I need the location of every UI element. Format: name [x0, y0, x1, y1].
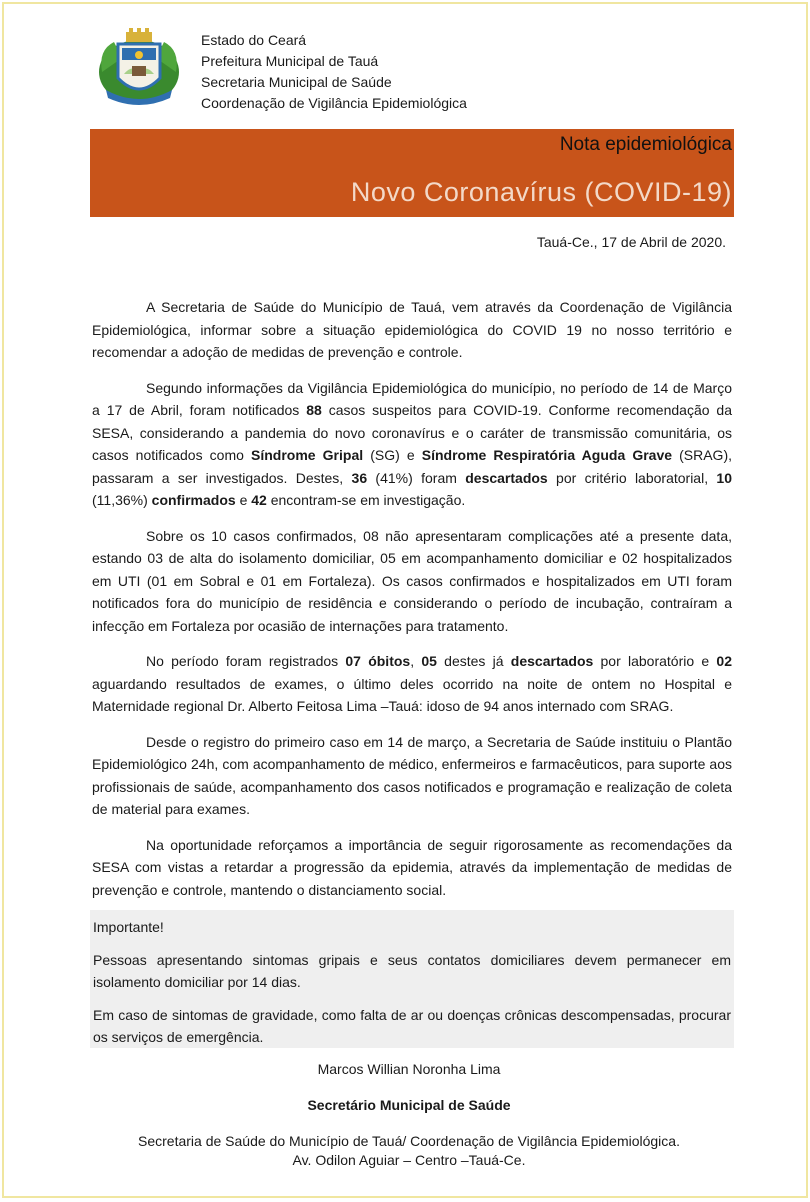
footer-institution: Secretaria de Saúde do Município de Tauá/ Coordenação de Vigilância Epidemiológica.: [138, 1133, 680, 1149]
title-banner: [90, 129, 734, 217]
paragraph-epidemiological-duty: Desde o registro do primeiro caso em 14 de março, a Secretaria de Saúde instituiu o Plantão Epidemiológico 24h, com acompanhamento de médico, enfermeiros e farmacêuticos, para suporte aos profissionais de saúde, acompanhamento dos casos notificados e programação e realização de coleta de material para exames.: [92, 733, 732, 817]
org-coordination: Coordenação de Vigilância Epidemiológica: [201, 95, 467, 111]
org-health-secretariat: Secretaria Municipal de Saúde: [201, 74, 392, 90]
paragraph-intro: A Secretaria de Saúde do Município de Tauá, vem através da Coordenação de Vigilância Epidemiológica, informar sobre a situação epidemiológica do COVID 19 no nosso território e recomendar a adoção de medidas de prevenção e controle.: [92, 299, 732, 360]
signatory-name: Marcos Willian Noronha Lima: [317, 1061, 501, 1077]
important-notice-box: [90, 910, 734, 1048]
note-type-label: Nota epidemiológica: [559, 134, 732, 155]
org-state: Estado do Ceará: [201, 32, 307, 48]
document-title: Novo Coronavírus (COVID-19): [350, 177, 732, 207]
document-footer: [4, 1132, 810, 1170]
document-date: Tauá-Ce., 17 de Abril de 2020.: [536, 234, 726, 250]
important-isolation-note: Pessoas apresentando sintomas gripais e seus contatos domiciliares devem permanecer em isolamento domiciliar por 14 dias.: [93, 951, 731, 990]
important-emergency-note: Em caso de sintomas de gravidade, como falta de ar ou doenças crônicas descompensadas, procurar os serviços de emergência.: [93, 1006, 731, 1045]
organization-header: [201, 30, 467, 114]
footer-address: Av. Odilon Aguiar – Centro –Tauá-Ce.: [292, 1152, 526, 1168]
document-body: [92, 296, 732, 914]
paragraph-recommendations: Na oportunidade reforçamos a importância de seguir rigorosamente as recomendações da SESA com vistas a retardar a progressão da epidemia, através da implementação de medidas de prevenção e controle, mantendo o distanciamento social.: [92, 836, 732, 898]
municipal-coat-of-arms-icon: [92, 28, 186, 108]
important-heading: Importante!: [93, 919, 164, 935]
signatory-role: Secretário Municipal de Saúde: [307, 1097, 511, 1113]
document-page: [2, 2, 808, 1198]
org-prefecture: Prefeitura Municipal de Tauá: [201, 53, 379, 69]
paragraph-confirmed-cases: Sobre os 10 casos confirmados, 08 não apresentaram complicações até a presente data, estando 03 de alta do isolamento domiciliar, 05 em acompanhamento domiciliar e 02 hospitalizados em UTI (01 em Sobral e 01 em Fortaleza). Os casos confirmados e hospitalizados em UTI foram notificados fora do município de residência e considerando o período de incubação, contraíram a infecção em Fortaleza por ocasião de internações para tratamento.: [92, 527, 732, 634]
paragraph-deaths: No período foram registrados 07 óbitos, 05 destes já descartados por laboratório e 02 aguardando resultados de exames, o último deles ocorrido na noite de ontem no Hospital e Maternidade regional Dr. Alberto Feitosa Lima –Tauá: idoso de 94 anos internado com SRAG.: [92, 653, 732, 714]
paragraph-case-summary: Segundo informações da Vigilância Epidemiológica do município, no período de 14 de Março a 17 de Abril, foram notificados 88 casos suspeitos para COVID-19. Conforme recomendação da SESA, considerando a pandemia do novo coronavírus e o caráter de transmissão comunitária, os casos notificados como Síndrome Gripal (SG) e Síndrome Respiratória Aguda Grave (SRAG), passaram a ser investigados. Destes, 36 (41%) foram descartados por critério laboratorial, 10 (11,36%) confirmados e 42 encontram-se em investigação.: [92, 379, 732, 508]
